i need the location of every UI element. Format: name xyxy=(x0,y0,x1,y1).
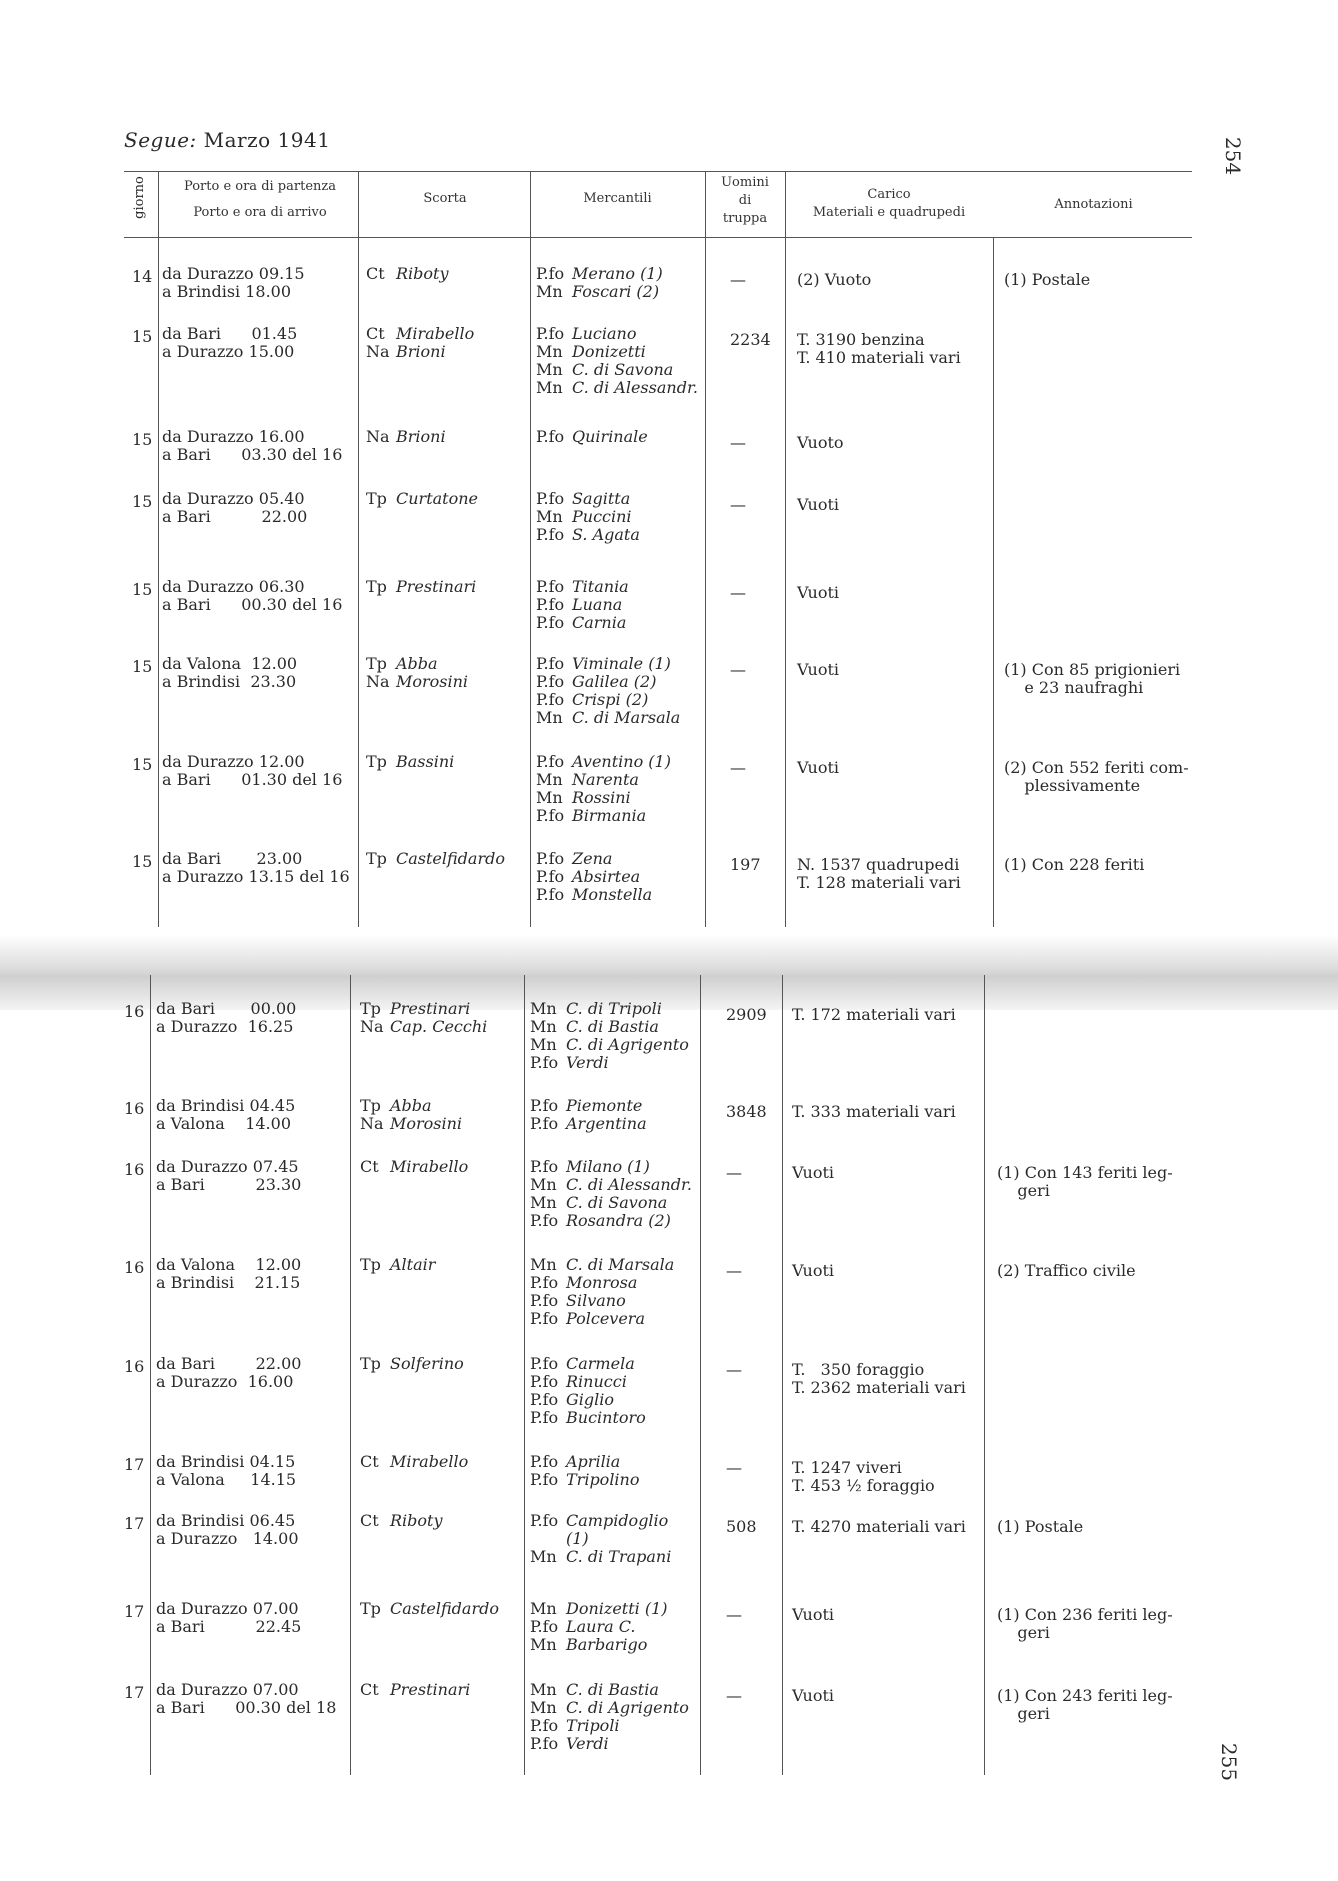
route-line: a Durazzo 15.00 xyxy=(162,342,295,361)
scorta-ship: Altair xyxy=(390,1255,436,1274)
scorta-ship: Curtatone xyxy=(396,489,478,508)
route-line: da Valona 12.00 xyxy=(156,1255,302,1274)
uomini-count: 508 xyxy=(726,1517,757,1536)
mercantile-ship: Laura C. xyxy=(566,1617,636,1636)
route-line: da Durazzo 07.00 xyxy=(156,1599,299,1618)
mercantile-ship: Luana xyxy=(572,595,623,614)
annotazione-line: geri xyxy=(997,1623,1050,1642)
col-rule xyxy=(150,975,151,1775)
carico-line: Vuoto xyxy=(797,433,844,452)
col-header-annotazioni: Annotazioni xyxy=(1054,197,1133,212)
route-line: da Durazzo 09.15 xyxy=(162,264,305,283)
mercantile-type: Mn xyxy=(530,1193,557,1212)
uomini-count: — xyxy=(726,1163,742,1182)
mercantile-ship: Tripolino xyxy=(566,1470,640,1489)
row-day: 15 xyxy=(132,492,153,511)
mercantile-ship: C. di Alessandr. xyxy=(572,378,698,397)
scorta-ship: Mirabello xyxy=(396,324,475,343)
scorta-type: Ct xyxy=(366,264,385,283)
route-line: a Valona 14.00 xyxy=(156,1114,291,1133)
mercantile-ship: Narenta xyxy=(572,770,639,789)
route-line: da Durazzo 16.00 xyxy=(162,427,305,446)
route-line: da Brindisi 04.45 xyxy=(156,1096,296,1115)
route-line: a Brindisi 18.00 xyxy=(162,282,292,301)
page-heading xyxy=(124,128,330,152)
route-line: da Durazzo 05.40 xyxy=(162,489,305,508)
uomini-count: 197 xyxy=(730,855,761,874)
mercantile-type: P.fo xyxy=(536,867,565,886)
col-rule xyxy=(524,975,525,1775)
row-day: 15 xyxy=(132,430,153,449)
mercantile-ship: Milano (1) xyxy=(566,1157,650,1176)
mercantile-ship: Sagitta xyxy=(572,489,631,508)
col-rule xyxy=(358,171,359,927)
mercantile-ship: Rinucci xyxy=(566,1372,627,1391)
row-day: 16 xyxy=(124,1002,145,1021)
route-line: da Valona 12.00 xyxy=(162,654,298,673)
mercantile-type: Mn xyxy=(530,1698,557,1717)
route-line: a Bari 22.00 xyxy=(162,507,308,526)
col-rule xyxy=(782,975,783,1775)
route-line: da Bari 00.00 xyxy=(156,999,297,1018)
mercantile-type: P.fo xyxy=(536,613,565,632)
mercantile-type: Mn xyxy=(530,1035,557,1054)
mercantile-ship: C. di Savona xyxy=(572,360,674,379)
scorta-ship: Abba xyxy=(396,654,438,673)
annotazione-line: (1) Con 143 feriti leg- xyxy=(997,1163,1173,1182)
mercantile-ship: Merano (1) xyxy=(572,264,663,283)
row-day: 17 xyxy=(124,1602,145,1621)
scorta-type: Tp xyxy=(366,489,387,508)
route-line: a Valona 14.15 xyxy=(156,1470,297,1489)
scorta-type: Na xyxy=(360,1017,384,1036)
mercantile-ship: Argentina xyxy=(566,1114,647,1133)
uomini-count: — xyxy=(730,495,746,514)
uomini-count: — xyxy=(730,758,746,777)
uomini-line-3: truppa xyxy=(722,211,768,226)
mercantile-ship: Puccini xyxy=(572,507,632,526)
carico-line: T. 453 ½ foraggio xyxy=(792,1476,935,1495)
carico-line: Vuoti xyxy=(792,1261,835,1280)
route-line: da Durazzo 06.30 xyxy=(162,577,305,596)
col-rule xyxy=(984,975,985,1775)
mercantile-ship: Tripoli xyxy=(566,1716,620,1735)
mercantile-type: P.fo xyxy=(536,264,565,283)
route-line: da Brindisi 06.45 xyxy=(156,1511,296,1530)
mercantile-type: Mn xyxy=(536,360,563,379)
page-number-top: 254 xyxy=(1221,136,1246,176)
scorta-ship: Morosini xyxy=(396,672,469,691)
row-day: 16 xyxy=(124,1258,145,1277)
route-line: da Brindisi 04.15 xyxy=(156,1452,296,1471)
scorta-type: Ct xyxy=(366,324,385,343)
scorta-type: Tp xyxy=(366,654,387,673)
annotazione-line: (2) Traffico civile xyxy=(997,1261,1136,1280)
mercantile-ship: Absirtea xyxy=(572,867,641,886)
mercantile-type: P.fo xyxy=(530,1211,559,1230)
route-line: a Durazzo 16.00 xyxy=(156,1372,294,1391)
mercantile-ship: Titania xyxy=(572,577,629,596)
mercantile-type: P.fo xyxy=(536,885,565,904)
row-day: 14 xyxy=(132,267,153,286)
mercantile-type: Mn xyxy=(530,1599,557,1618)
col-rule xyxy=(158,171,159,927)
route-line: da Durazzo 07.00 xyxy=(156,1680,299,1699)
scorta-type: Tp xyxy=(360,999,381,1018)
uomini-count: 2234 xyxy=(730,330,771,349)
mercantile-ship: Carmela xyxy=(566,1354,635,1373)
mercantile-ship: Barbarigo xyxy=(566,1635,648,1654)
scorta-ship: Riboty xyxy=(396,264,449,283)
scorta-ship: Mirabello xyxy=(390,1157,469,1176)
scorta-ship: Prestinari xyxy=(390,999,471,1018)
mercantile-type: Mn xyxy=(530,1175,557,1194)
scorta-ship: Castelfidardo xyxy=(396,849,505,868)
mercantile-type: Mn xyxy=(536,770,563,789)
mercantile-type: P.fo xyxy=(530,1452,559,1471)
mercantile-ship: C. di Savona xyxy=(566,1193,668,1212)
row-day: 17 xyxy=(124,1683,145,1702)
mercantile-type: Mn xyxy=(530,1680,557,1699)
mercantile-type: P.fo xyxy=(536,324,565,343)
mercantile-type: P.fo xyxy=(530,1716,559,1735)
mercantile-type: Mn xyxy=(530,1547,557,1566)
route-line: da Durazzo 12.00 xyxy=(162,752,305,771)
mercantile-ship: Zena xyxy=(572,849,613,868)
scorta-type: Ct xyxy=(360,1452,379,1471)
scorta-ship: Abba xyxy=(390,1096,432,1115)
mercantile-ship: Rossini xyxy=(572,788,631,807)
mercantile-ship: Giglio xyxy=(566,1390,615,1409)
uomini-count: — xyxy=(726,1261,742,1280)
annotazione-line: plessivamente xyxy=(1004,776,1141,795)
mercantile-type: Mn xyxy=(530,999,557,1018)
row-day: 15 xyxy=(132,580,153,599)
mercantile-ship: Silvano xyxy=(566,1291,626,1310)
scorta-ship: Bassini xyxy=(396,752,455,771)
mercantile-type: P.fo xyxy=(530,1114,559,1133)
mercantile-type: P.fo xyxy=(530,1096,559,1115)
col-rule xyxy=(700,975,701,1775)
scorta-ship: Brioni xyxy=(396,427,446,446)
carico-line: Vuoti xyxy=(797,758,840,777)
route-line: a Durazzo 16.25 xyxy=(156,1017,294,1036)
mercantile-ship: Piemonte xyxy=(566,1096,643,1115)
row-day: 15 xyxy=(132,327,153,346)
col-header-giorno: giorno xyxy=(131,176,147,219)
mercantile-type: Mn xyxy=(530,1635,557,1654)
route-line: a Bari 01.30 del 16 xyxy=(162,770,343,789)
mercantile-type: P.fo xyxy=(536,577,565,596)
mercantile-type: P.fo xyxy=(536,427,565,446)
row-day: 17 xyxy=(124,1455,145,1474)
mercantile-ship: Aventino (1) xyxy=(572,752,671,771)
uomini-count: — xyxy=(730,433,746,452)
mercantile-type: P.fo xyxy=(536,690,565,709)
row-day: 16 xyxy=(124,1357,145,1376)
mercantile-ship: S. Agata xyxy=(572,525,640,544)
route-line: da Bari 23.00 xyxy=(162,849,303,868)
scorta-ship: Solferino xyxy=(390,1354,464,1373)
mercantile-ship: Galilea (2) xyxy=(572,672,657,691)
col-header-scorta: Scorta xyxy=(423,191,467,206)
scorta-type: Tp xyxy=(360,1599,381,1618)
mercantile-type: P.fo xyxy=(530,1511,559,1530)
carico-line: T. 350 foraggio xyxy=(792,1360,925,1379)
mercantile-ship: C. di Bastia xyxy=(566,1017,659,1036)
mercantile-ship: Verdi xyxy=(566,1734,609,1753)
route-line: a Bari 00.30 del 18 xyxy=(156,1698,337,1717)
mercantile-ship: Crispi (2) xyxy=(572,690,649,709)
scorta-ship: Cap. Cecchi xyxy=(390,1017,488,1036)
annotazione-line: (1) Postale xyxy=(997,1517,1084,1536)
uomini-count: — xyxy=(726,1360,742,1379)
mercantile-ship: Viminale (1) xyxy=(572,654,671,673)
carico-line: Vuoti xyxy=(797,583,840,602)
carico-line-2: Materiali e quadrupedi xyxy=(812,205,966,220)
mercantile-ship: Donizetti xyxy=(572,342,646,361)
col-rule xyxy=(785,171,786,927)
mercantile-ship: Birmania xyxy=(572,806,647,825)
mercantile-ship: C. di Tripoli xyxy=(566,999,662,1018)
carico-line: T. 333 materiali vari xyxy=(792,1102,956,1121)
carico-line: Vuoti xyxy=(792,1686,835,1705)
route-line: a Bari 03.30 del 16 xyxy=(162,445,343,464)
page-number-bottom: 255 xyxy=(1217,1742,1242,1782)
carico-line: T. 410 materiali vari xyxy=(797,348,961,367)
carico-line: T. 128 materiali vari xyxy=(797,873,961,892)
route-line: a Bari 23.30 xyxy=(156,1175,302,1194)
mercantile-type: P.fo xyxy=(536,595,565,614)
header-bottom-rule xyxy=(124,237,1192,238)
uomini-count: — xyxy=(730,660,746,679)
mercantile-type: Mn xyxy=(530,1017,557,1036)
mercantile-type: Mn xyxy=(536,378,563,397)
mercantile-type: P.fo xyxy=(536,806,565,825)
mercantile-ship: Monstella xyxy=(572,885,653,904)
mercantile-type: P.fo xyxy=(536,489,565,508)
uomini-line-2: di xyxy=(738,193,752,208)
row-day: 15 xyxy=(132,657,153,676)
mercantile-ship: C. di Trapani xyxy=(566,1547,672,1566)
mercantile-ship: C. di Bastia xyxy=(566,1680,659,1699)
heading-month: Marzo 1941 xyxy=(203,128,331,152)
col-rule xyxy=(530,171,531,927)
scorta-ship: Prestinari xyxy=(396,577,477,596)
mercantile-ship: Foscari (2) xyxy=(572,282,660,301)
scorta-type: Ct xyxy=(360,1157,379,1176)
scorta-ship: Prestinari xyxy=(390,1680,471,1699)
carico-line: T. 3190 benzina xyxy=(797,330,925,349)
mercantile-ship: Bucintoro xyxy=(566,1408,646,1427)
col-rule xyxy=(705,171,706,927)
scorta-ship: Castelfidardo xyxy=(390,1599,499,1618)
mercantile-ship: C. di Alessandr. xyxy=(566,1175,692,1194)
route-line: da Bari 01.45 xyxy=(162,324,298,343)
mercantile-ship: Campidoglio xyxy=(566,1511,669,1530)
row-day: 16 xyxy=(124,1099,145,1118)
scorta-type: Na xyxy=(366,672,390,691)
mercantile-type: Mn xyxy=(536,342,563,361)
mercantile-ship: (1) xyxy=(566,1529,589,1548)
scorta-type: Tp xyxy=(360,1096,381,1115)
carico-line-1: Carico xyxy=(867,187,911,202)
col-header-uomini xyxy=(705,174,785,228)
carico-line: T. 1247 viveri xyxy=(792,1458,902,1477)
mercantile-type: Mn xyxy=(536,507,563,526)
carico-line: T. 172 materiali vari xyxy=(792,1005,956,1024)
mercantile-type: P.fo xyxy=(530,1309,559,1328)
route-line: a Durazzo 14.00 xyxy=(156,1529,299,1548)
mercantile-ship: Quirinale xyxy=(572,427,648,446)
uomini-count: 3848 xyxy=(726,1102,767,1121)
col-rule xyxy=(350,975,351,1775)
mercantile-ship: C. di Agrigento xyxy=(566,1035,689,1054)
scorta-type: Tp xyxy=(366,577,387,596)
uomini-count: — xyxy=(730,270,746,289)
scorta-type: Ct xyxy=(360,1680,379,1699)
mercantile-ship: Luciano xyxy=(572,324,637,343)
annotazione-line: (2) Con 552 feriti com- xyxy=(1004,758,1189,777)
route-line: a Brindisi 21.15 xyxy=(156,1273,301,1292)
scorta-type: Tp xyxy=(366,849,387,868)
row-day: 15 xyxy=(132,755,153,774)
scorta-type: Ct xyxy=(360,1511,379,1530)
scorta-ship: Riboty xyxy=(390,1511,443,1530)
scorta-type: Tp xyxy=(366,752,387,771)
mercantile-ship: Aprilia xyxy=(566,1452,621,1471)
mercantile-type: P.fo xyxy=(530,1617,559,1636)
col-header-carico xyxy=(785,186,993,222)
mercantile-type: P.fo xyxy=(536,672,565,691)
mercantile-type: Mn xyxy=(536,788,563,807)
mercantile-ship: Polcevera xyxy=(566,1309,645,1328)
scorta-type: Na xyxy=(366,342,390,361)
mercantile-type: P.fo xyxy=(530,1734,559,1753)
carico-line: N. 1537 quadrupedi xyxy=(797,855,960,874)
row-day: 16 xyxy=(124,1160,145,1179)
route-line: a Bari 00.30 del 16 xyxy=(162,595,343,614)
heading-label: Segue: xyxy=(124,128,197,152)
carico-line: T. 4270 materiali vari xyxy=(792,1517,966,1536)
uomini-line-1: Uomini xyxy=(721,175,769,190)
mercantile-ship: Monrosa xyxy=(566,1273,638,1292)
mercantile-type: Mn xyxy=(536,282,563,301)
annotazione-line: e 23 naufraghi xyxy=(1004,678,1144,697)
uomini-count: — xyxy=(726,1605,742,1624)
col-rule xyxy=(993,237,994,927)
mercantile-type: P.fo xyxy=(530,1470,559,1489)
mercantile-ship: Carnia xyxy=(572,613,627,632)
col-header-mercantili: Mercantili xyxy=(583,191,652,206)
mercantile-type: P.fo xyxy=(530,1053,559,1072)
carico-line: Vuoti xyxy=(792,1163,835,1182)
scorta-ship: Brioni xyxy=(396,342,446,361)
mercantile-type: P.fo xyxy=(530,1390,559,1409)
mercantile-type: P.fo xyxy=(530,1157,559,1176)
scorta-type: Tp xyxy=(360,1255,381,1274)
annotazione-line: geri xyxy=(997,1704,1050,1723)
mercantile-type: P.fo xyxy=(530,1354,559,1373)
table-top-rule xyxy=(124,171,1192,172)
annotazione-line: geri xyxy=(997,1181,1050,1200)
mercantile-ship: C. di Marsala xyxy=(572,708,681,727)
mercantile-ship: C. di Marsala xyxy=(566,1255,675,1274)
route-line: da Durazzo 07.45 xyxy=(156,1157,299,1176)
carico-line: Vuoti xyxy=(792,1605,835,1624)
scorta-type: Tp xyxy=(360,1354,381,1373)
row-day: 17 xyxy=(124,1514,145,1533)
annotazione-line: (1) Con 85 prigionieri xyxy=(1004,660,1181,679)
annotazione-line: (1) Postale xyxy=(1004,270,1091,289)
row-day: 15 xyxy=(132,852,153,871)
mercantile-type: P.fo xyxy=(530,1291,559,1310)
col-header-arrivo: Porto e ora di arrivo xyxy=(193,205,327,220)
scorta-type: Na xyxy=(366,427,390,446)
annotazione-line: (1) Con 228 feriti xyxy=(1004,855,1145,874)
annotazione-line: (1) Con 236 feriti leg- xyxy=(997,1605,1173,1624)
mercantile-type: P.fo xyxy=(530,1408,559,1427)
scorta-ship: Mirabello xyxy=(390,1452,469,1471)
mercantile-ship: Rosandra (2) xyxy=(566,1211,671,1230)
carico-line: (2) Vuoto xyxy=(797,270,872,289)
col-header-partenza: Porto e ora di partenza xyxy=(184,179,336,194)
route-line: a Brindisi 23.30 xyxy=(162,672,297,691)
scorta-ship: Morosini xyxy=(390,1114,463,1133)
mercantile-ship: Verdi xyxy=(566,1053,609,1072)
route-line: a Bari 22.45 xyxy=(156,1617,302,1636)
mercantile-type: P.fo xyxy=(536,752,565,771)
mercantile-ship: Donizetti (1) xyxy=(566,1599,668,1618)
mercantile-type: P.fo xyxy=(530,1273,559,1292)
uomini-count: — xyxy=(730,583,746,602)
uomini-count: 2909 xyxy=(726,1005,767,1024)
annotazione-line: (1) Con 243 feriti leg- xyxy=(997,1686,1173,1705)
mercantile-type: P.fo xyxy=(536,654,565,673)
carico-line: Vuoti xyxy=(797,660,840,679)
mercantile-type: P.fo xyxy=(536,525,565,544)
mercantile-ship: C. di Agrigento xyxy=(566,1698,689,1717)
mercantile-type: Mn xyxy=(530,1255,557,1274)
carico-line: Vuoti xyxy=(797,495,840,514)
uomini-count: — xyxy=(726,1686,742,1705)
route-line: a Durazzo 13.15 del 16 xyxy=(162,867,350,886)
route-line: da Bari 22.00 xyxy=(156,1354,302,1373)
mercantile-type: P.fo xyxy=(536,849,565,868)
carico-line: T. 2362 materiali vari xyxy=(792,1378,966,1397)
uomini-count: — xyxy=(726,1458,742,1477)
mercantile-type: Mn xyxy=(536,708,563,727)
scorta-type: Na xyxy=(360,1114,384,1133)
mercantile-type: P.fo xyxy=(530,1372,559,1391)
